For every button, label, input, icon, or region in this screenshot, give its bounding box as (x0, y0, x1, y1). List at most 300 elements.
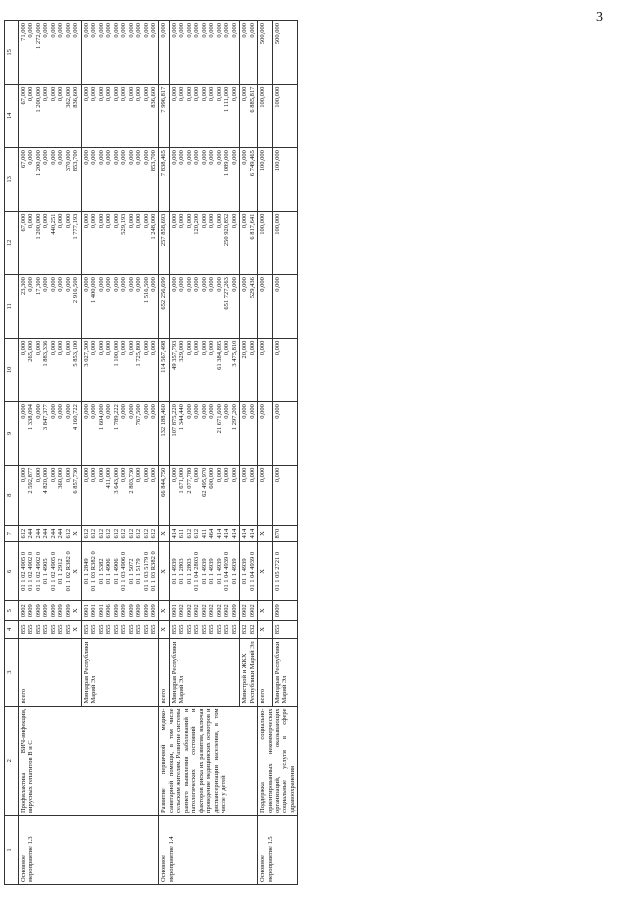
budget-cell-line: 0,000 (193, 404, 201, 419)
budget-cell-line: 0,000 (97, 213, 105, 229)
executor-name: Минздрав Республики Марий Эл (81, 638, 159, 706)
budget-cell-line: 855 (49, 624, 57, 635)
budget-cell-line: 855 (230, 624, 238, 635)
budget-cell-line: 853,700 (149, 150, 157, 172)
budget-cell-line: 0,000 (20, 467, 27, 483)
budget-cell-line: 01 1 03 R382 0 (90, 551, 98, 592)
budget-cell-line: 0,000 (135, 150, 143, 165)
budget-cell (240, 275, 258, 339)
budget-cell (272, 148, 297, 212)
budget-cell-line: 0,000 (185, 213, 193, 229)
budget-cell-line: 01 1 02 4902 0 (34, 551, 42, 591)
budget-cell-line: 0,000 (64, 277, 72, 292)
budget-cell-line: 0,000 (185, 150, 193, 165)
budget-cell-line: 0,000 (120, 277, 128, 292)
budget-cell-line: 612 (105, 528, 113, 539)
budget-cell-line: 0,000 (230, 467, 238, 483)
budget-cell-line: 0,000 (200, 213, 208, 229)
budget-cell-line: 0,000 (90, 150, 98, 165)
budget-cell-line: 1 725,800 (135, 340, 143, 367)
budget-cell-line: 01 1 2912 (57, 558, 65, 585)
total-value: X (72, 627, 80, 632)
budget-cell-line: 0902 (20, 604, 27, 618)
budget-cell (240, 402, 258, 466)
budget-cell-line: 0,000 (185, 277, 193, 292)
budget-cell-line: 1 671,000 (178, 467, 186, 494)
budget-cell-line: 0,000 (241, 150, 249, 165)
budget-cell (240, 621, 258, 639)
budget-cell (272, 338, 297, 402)
budget-cell-line: 612 (90, 528, 98, 539)
budget-cell-line: 855 (142, 624, 150, 635)
total-value: 100,000 (258, 148, 273, 212)
budget-cell-line: 1 111,000 (223, 86, 231, 113)
budget-cell-line: 855 (170, 624, 178, 635)
budget-cell (272, 275, 297, 339)
budget-cell-line: 0,000 (149, 23, 157, 38)
budget-cell-line: 855 (64, 624, 72, 635)
budget-cell-line: 0902 (208, 604, 216, 618)
budget-cell-line: 67,000 (20, 150, 27, 169)
budget-cell-line: 0,000 (142, 467, 150, 483)
budget-cell-line: 500,000 (273, 23, 281, 45)
budget-cell-line: 464 (208, 528, 216, 539)
budget-cell-line: 21 671,600 (215, 404, 223, 434)
budget-cell-line: 20,000 (241, 340, 249, 359)
total-value: 6 857,730 (72, 467, 80, 494)
budget-cell-line: 0,000 (97, 340, 105, 356)
budget-cell-line: 0,000 (57, 213, 65, 229)
executor-name: Минстрой и ЖКХ Республики Марий Эл (240, 638, 258, 706)
budget-cell-line: 0,000 (42, 86, 50, 102)
budget-cell-line: 0,000 (120, 23, 128, 38)
budget-cell-line: 0909 (230, 604, 238, 618)
budget-cell-line: 1 516,500 (142, 277, 150, 304)
budget-cell-line: 0,000 (105, 150, 113, 165)
budget-cell-line: 100,000 (273, 150, 281, 172)
budget-cell-line: 836,600 (149, 86, 157, 108)
budget-cell-line: 0,000 (142, 340, 150, 356)
budget-cell-line: 855 (200, 624, 208, 635)
column-header: 6 (5, 542, 19, 601)
budget-cell-line: 0,000 (142, 150, 150, 165)
budget-cell-line: 0,000 (112, 150, 120, 165)
budget-cell-line: 411,000 (105, 467, 113, 489)
budget-cell-line: 0901 (97, 604, 105, 618)
budget-cell-line: 0,000 (120, 86, 128, 102)
budget-cell-line: 855 (90, 624, 98, 635)
total-value: 114 567,498 (159, 338, 169, 402)
budget-cell-line: 0,000 (42, 23, 50, 38)
budget-cell-line: 17,300 (34, 277, 42, 296)
budget-cell-line: 0,000 (200, 404, 208, 419)
budget-cell-line: 0909 (49, 604, 57, 618)
budget-cell-line: 0,000 (27, 23, 35, 38)
budget-cell-line: 0901 (90, 604, 98, 618)
budget-cell-line: 329,000 (178, 340, 186, 362)
total-value: 500,000 (258, 21, 273, 85)
budget-cell-line: 0,000 (170, 86, 178, 102)
budget-cell-line: 01 1 03 R382 0 (149, 551, 157, 592)
budget-cell-line: 0,000 (273, 467, 281, 483)
budget-cell-line: 0902 (248, 604, 256, 618)
budget-cell-line: 414 (215, 528, 223, 539)
budget-cell-line: 0909 (57, 604, 65, 618)
budget-cell-line: 612 (135, 528, 143, 539)
budget-cell-line: 61 384,895 (215, 340, 223, 370)
budget-cell-line: 0,000 (142, 404, 150, 419)
budget-cell-line: 767,500 (135, 404, 143, 426)
budget-cell-line: 1 604,000 (97, 404, 105, 431)
budget-cell-line: 0,000 (64, 340, 72, 356)
column-header: 10 (5, 338, 19, 402)
budget-cell-line: 414 (223, 528, 231, 539)
budget-cell (19, 601, 82, 621)
budget-cell-line: 0,000 (215, 467, 223, 483)
budget-cell-line: 0,000 (120, 404, 128, 419)
budget-cell (19, 21, 82, 85)
budget-cell (240, 525, 258, 541)
total-value: X (159, 542, 169, 601)
budget-cell-line: 67,000 (20, 213, 27, 232)
total-value: 0,000 (258, 465, 273, 525)
budget-cell-line: 0,000 (185, 340, 193, 356)
budget-cell (272, 525, 297, 541)
budget-cell-line: 0,000 (193, 150, 201, 165)
budget-cell-line: 0902 (193, 604, 201, 618)
budget-cell-line: 244 (34, 528, 42, 539)
budget-cell (19, 525, 82, 541)
budget-cell-line: 0,000 (82, 86, 90, 102)
budget-cell (169, 402, 239, 466)
budget-cell-line: 0902 (178, 604, 186, 618)
budget-cell-line: 0909 (135, 604, 143, 618)
budget-cell-line: 0,000 (57, 150, 65, 165)
budget-cell (81, 465, 159, 525)
budget-cell-line: 0,000 (90, 340, 98, 356)
budget-cell-line: 0,000 (127, 340, 135, 356)
executor-name: Минздрав Республики Марий Эл (272, 638, 297, 706)
budget-cell-line: 0,000 (90, 86, 98, 102)
budget-cell-line: 0,000 (200, 150, 208, 165)
budget-cell-line: 612 (185, 528, 193, 539)
total-value: 257 858,693 (159, 211, 169, 275)
budget-cell-line: 0,000 (42, 213, 50, 229)
budget-cell (240, 84, 258, 148)
budget-cell-line: 0,000 (241, 213, 249, 229)
budget-cell-line: 0,000 (82, 213, 90, 229)
total-value: X (159, 525, 169, 541)
budget-cell (169, 542, 239, 601)
budget-cell-line: 0,000 (97, 23, 105, 38)
budget-cell-line: 0,000 (185, 404, 193, 419)
budget-cell-line: 1 100,000 (112, 340, 120, 367)
budget-cell-line: 0,000 (185, 23, 193, 38)
activity-number: Основное мероприятие 1.4 (159, 816, 258, 885)
budget-cell-line: 0,000 (105, 86, 113, 102)
budget-cell-line: 0,000 (273, 340, 281, 356)
budget-cell-line: 612 (142, 528, 150, 539)
budget-cell-line: 832 (241, 624, 249, 635)
budget-cell-line: 0,000 (97, 467, 105, 483)
budget-cell-line: 0,000 (49, 467, 57, 483)
budget-cell (81, 148, 159, 212)
budget-cell-line: 0,000 (97, 277, 105, 292)
budget-cell-line: 0,000 (193, 467, 201, 483)
budget-cell-line: 0,000 (49, 340, 57, 356)
budget-cell-line: 01 1 2849 (82, 558, 90, 585)
budget-cell-line: 0,000 (230, 86, 238, 102)
budget-cell-line: 612 (20, 528, 27, 539)
budget-cell-line: 855 (127, 624, 135, 635)
budget-cell (81, 402, 159, 466)
budget-cell (19, 621, 82, 639)
rotated-table-container (4, 20, 636, 885)
budget-cell-line: 0,000 (27, 150, 35, 165)
total-value: X (258, 542, 273, 601)
budget-cell-line: 0,000 (149, 340, 157, 356)
total-value: 0,000 (258, 275, 273, 339)
budget-cell-line: 0,000 (215, 277, 223, 292)
budget-cell-line: 0,000 (20, 340, 27, 356)
budget-cell-line: 0,000 (208, 150, 216, 165)
budget-cell-line: 0,000 (90, 213, 98, 229)
budget-cell-line: 0,000 (135, 23, 143, 38)
budget-cell-line: 0,000 (215, 150, 223, 165)
budget-cell-line: 0,000 (230, 277, 238, 292)
budget-cell-line: 0909 (112, 604, 120, 618)
budget-cell-line: 0,000 (105, 277, 113, 292)
total-value: 7 838,465 (159, 148, 169, 212)
budget-cell-line: 244 (57, 528, 65, 539)
budget-cell-line: 0,000 (248, 467, 256, 483)
budget-cell-line: 411 (200, 528, 208, 539)
budget-cell-line: 612 (120, 528, 128, 539)
budget-cell-line: 6 885,817 (248, 86, 256, 113)
budget-cell-line: 01 1 4939 (241, 558, 249, 585)
budget-cell-line: 855 (223, 624, 231, 635)
budget-cell (81, 621, 159, 639)
budget-cell-line: 611 (178, 528, 186, 539)
budget-cell-line: 0,000 (127, 86, 135, 102)
activity-name: Поддержка социально-ориентированных некоммерческих организаций, оказывающих социальные услуги в сфере здравоохранения (258, 706, 298, 816)
budget-cell-line: 370,000 (64, 150, 72, 172)
budget-cell-line: 0,000 (42, 150, 50, 165)
budget-cell-line: 0,000 (193, 277, 201, 292)
budget-cell-line: 0,000 (241, 467, 249, 483)
budget-cell-line: 529,436 (248, 277, 256, 299)
budget-cell-line: 1 297,200 (230, 404, 238, 431)
budget-cell-line: 01 1 04 4939 0 (248, 551, 256, 591)
budget-cell-line: 1 272,000 (34, 23, 42, 49)
activity-name: Профилактика ВИЧ-инфекции, вирусных гепатитов В и С (19, 706, 159, 816)
budget-cell-line: 0,000 (230, 150, 238, 165)
budget-cell-line: 0909 (34, 604, 42, 618)
total-value: 66 844,750 (159, 465, 169, 525)
budget-cell-line: 0902 (215, 604, 223, 618)
total-value: 1 777,193 (72, 213, 80, 240)
budget-cell-line: 0,000 (223, 404, 231, 419)
budget-cell-line: 01 1 04 2803 0 (193, 551, 201, 591)
budget-cell (81, 601, 159, 621)
budget-cell-line: 0,000 (142, 213, 150, 229)
total-value: X (258, 601, 273, 621)
column-header: 3 (5, 638, 19, 706)
budget-cell-line: 0,000 (90, 467, 98, 483)
budget-cell-line: 0,000 (64, 213, 72, 229)
budget-cell-line: 855 (112, 624, 120, 635)
budget-cell-line: 0,000 (215, 23, 223, 38)
total-value: X (72, 569, 80, 574)
budget-cell-line: 0,000 (49, 277, 57, 292)
budget-cell-line: 0,000 (127, 404, 135, 419)
budget-cell-line: 250 920,852 (223, 213, 231, 247)
budget-cell-line: 01 1 5179 (135, 558, 143, 585)
budget-cell-line: 0,000 (193, 23, 201, 38)
budget-cell (169, 148, 239, 212)
budget-cell-line: 0,000 (223, 23, 231, 38)
budget-cell (272, 621, 297, 639)
budget-cell (81, 21, 159, 85)
budget-cell-line: 0,000 (248, 340, 256, 356)
budget-cell-line: 265,000 (27, 340, 35, 362)
budget-cell-line: 01 1 2803 (178, 558, 186, 585)
budget-cell-line: 0902 (185, 604, 193, 618)
budget-cell-line: 0,000 (241, 277, 249, 292)
total-value: 5 853,100 (72, 340, 80, 367)
budget-cell (81, 338, 159, 402)
budget-cell-line: 855 (149, 624, 157, 635)
budget-cell-line: 01 1 03 5179 0 (142, 551, 150, 591)
budget-cell-line: 414 (170, 528, 178, 539)
budget-cell-line: 01 1 4939 (230, 558, 238, 585)
budget-cell (169, 465, 239, 525)
budget-cell-line: 0,000 (208, 23, 216, 38)
budget-cell-line: 362,000 (64, 86, 72, 108)
budget-cell-line: 414 (248, 528, 256, 539)
budget-cell-line: 855 (20, 624, 27, 635)
budget-cell (169, 211, 239, 275)
budget-cell-line: 3 643,000 (112, 467, 120, 494)
budget-cell-line: 0,000 (82, 404, 90, 419)
budget-cell (19, 338, 82, 402)
budget-cell-line: 1 089,000 (223, 150, 231, 177)
budget-cell-line: 01 1 2803 (185, 558, 193, 585)
budget-cell-line: 0901 (82, 604, 90, 618)
budget-cell-line: 0,000 (149, 277, 157, 292)
budget-cell-line: 0,000 (149, 467, 157, 483)
total-label: всего (19, 638, 82, 706)
budget-cell (81, 525, 159, 541)
column-header: 8 (5, 465, 19, 525)
budget-cell-line: 0,000 (273, 404, 281, 419)
column-header: 14 (5, 84, 19, 148)
budget-cell-line: 1 200,000 (34, 150, 42, 177)
budget-cell-line: 0,000 (57, 277, 65, 292)
budget-cell-line: 0,000 (112, 277, 120, 292)
budget-cell-line: 855 (273, 624, 281, 635)
budget-cell (240, 148, 258, 212)
budget-cell-line: 1 883,336 (42, 340, 50, 367)
budget-cell (169, 338, 239, 402)
total-label: всего (258, 638, 273, 706)
budget-cell-line: 612 (64, 528, 72, 539)
budget-cell-line: 01 1 4939 (200, 558, 208, 585)
budget-cell-line: 4 820,000 (42, 467, 50, 494)
budget-cell-line: 0,000 (273, 277, 281, 292)
budget-cell-line: 0909 (127, 604, 135, 618)
budget-cell-line: 0,000 (57, 23, 65, 38)
budget-cell-line: 0,000 (248, 23, 256, 38)
budget-cell-line: 855 (178, 624, 186, 635)
budget-cell-line: 0902 (223, 604, 231, 618)
page-number: 3 (596, 10, 603, 25)
budget-cell-line: 0,000 (208, 340, 216, 356)
budget-cell-line: 0,000 (82, 150, 90, 165)
budget-cell-line: 2 592,877 (27, 467, 35, 494)
budget-cell (240, 465, 258, 525)
budget-cell-line: 01 1 02 R382 0 (64, 551, 72, 592)
budget-cell-line: 0,000 (185, 86, 193, 102)
budget-cell-line: 1 338,094 (27, 404, 35, 431)
budget-cell-line: 440,251 (49, 213, 57, 235)
budget-cell-line: 107 875,220 (170, 404, 178, 437)
budget-cell-line: 0,000 (170, 467, 178, 483)
budget-cell-line: 0,000 (97, 86, 105, 102)
budget-cell-line: 1 789,222 (112, 404, 120, 431)
budget-cell-line: 0,000 (135, 467, 143, 483)
budget-cell-line: 62 495,970 (200, 467, 208, 497)
section-row (159, 21, 169, 885)
budget-cell-line: 0,000 (149, 404, 157, 419)
budget-cell-line: 0909 (273, 604, 281, 618)
total-value: 652 256,699 (159, 275, 169, 339)
budget-cell (169, 621, 239, 639)
budget-cell-line: 49 357,793 (170, 340, 178, 370)
budget-cell-line: 0,000 (135, 86, 143, 102)
budget-cell-line: 0,000 (178, 150, 186, 165)
budget-cell-line: 0,000 (90, 404, 98, 419)
budget-cell-line: 0,000 (49, 86, 57, 102)
budget-cell-line: 0,000 (170, 213, 178, 229)
budget-cell-line: 855 (34, 624, 42, 635)
budget-cell-line: 0,000 (105, 213, 113, 229)
budget-cell-line: 01 1 5382 (97, 558, 105, 585)
budget-cell-line: 71,000 (20, 23, 27, 41)
budget-cell (169, 84, 239, 148)
budget-cell-line: 0,000 (200, 340, 208, 356)
activity-number: Основное мероприятие 1.3 (19, 816, 159, 885)
total-value: 0,000 (159, 21, 169, 85)
budget-cell-line: 0,000 (230, 213, 238, 229)
budget-cell-line: 0909 (27, 604, 35, 618)
budget-cell-line: 01 1 05 2721 0 (273, 551, 281, 591)
column-header: 9 (5, 402, 19, 466)
budget-cell-line: 414 (241, 528, 249, 539)
budget-cell-line: 0,000 (178, 23, 186, 38)
budget-cell-line: 01 1 4939 (208, 558, 216, 585)
budget-cell-line: 855 (193, 624, 201, 635)
table-body (19, 21, 298, 885)
budget-cell-line: 01 1 5072 (127, 558, 135, 585)
budget-cell-line: 01 1 04 4939 0 (223, 551, 231, 591)
column-header: 2 (5, 706, 19, 816)
budget-cell-line: 1 200,000 (34, 213, 42, 240)
budget-cell-line: 01 1 4905 (42, 558, 50, 585)
budget-cell-line: 0,000 (135, 277, 143, 292)
budget-cell-line: 0,000 (90, 23, 98, 38)
budget-cell-line: 414 (230, 528, 238, 539)
